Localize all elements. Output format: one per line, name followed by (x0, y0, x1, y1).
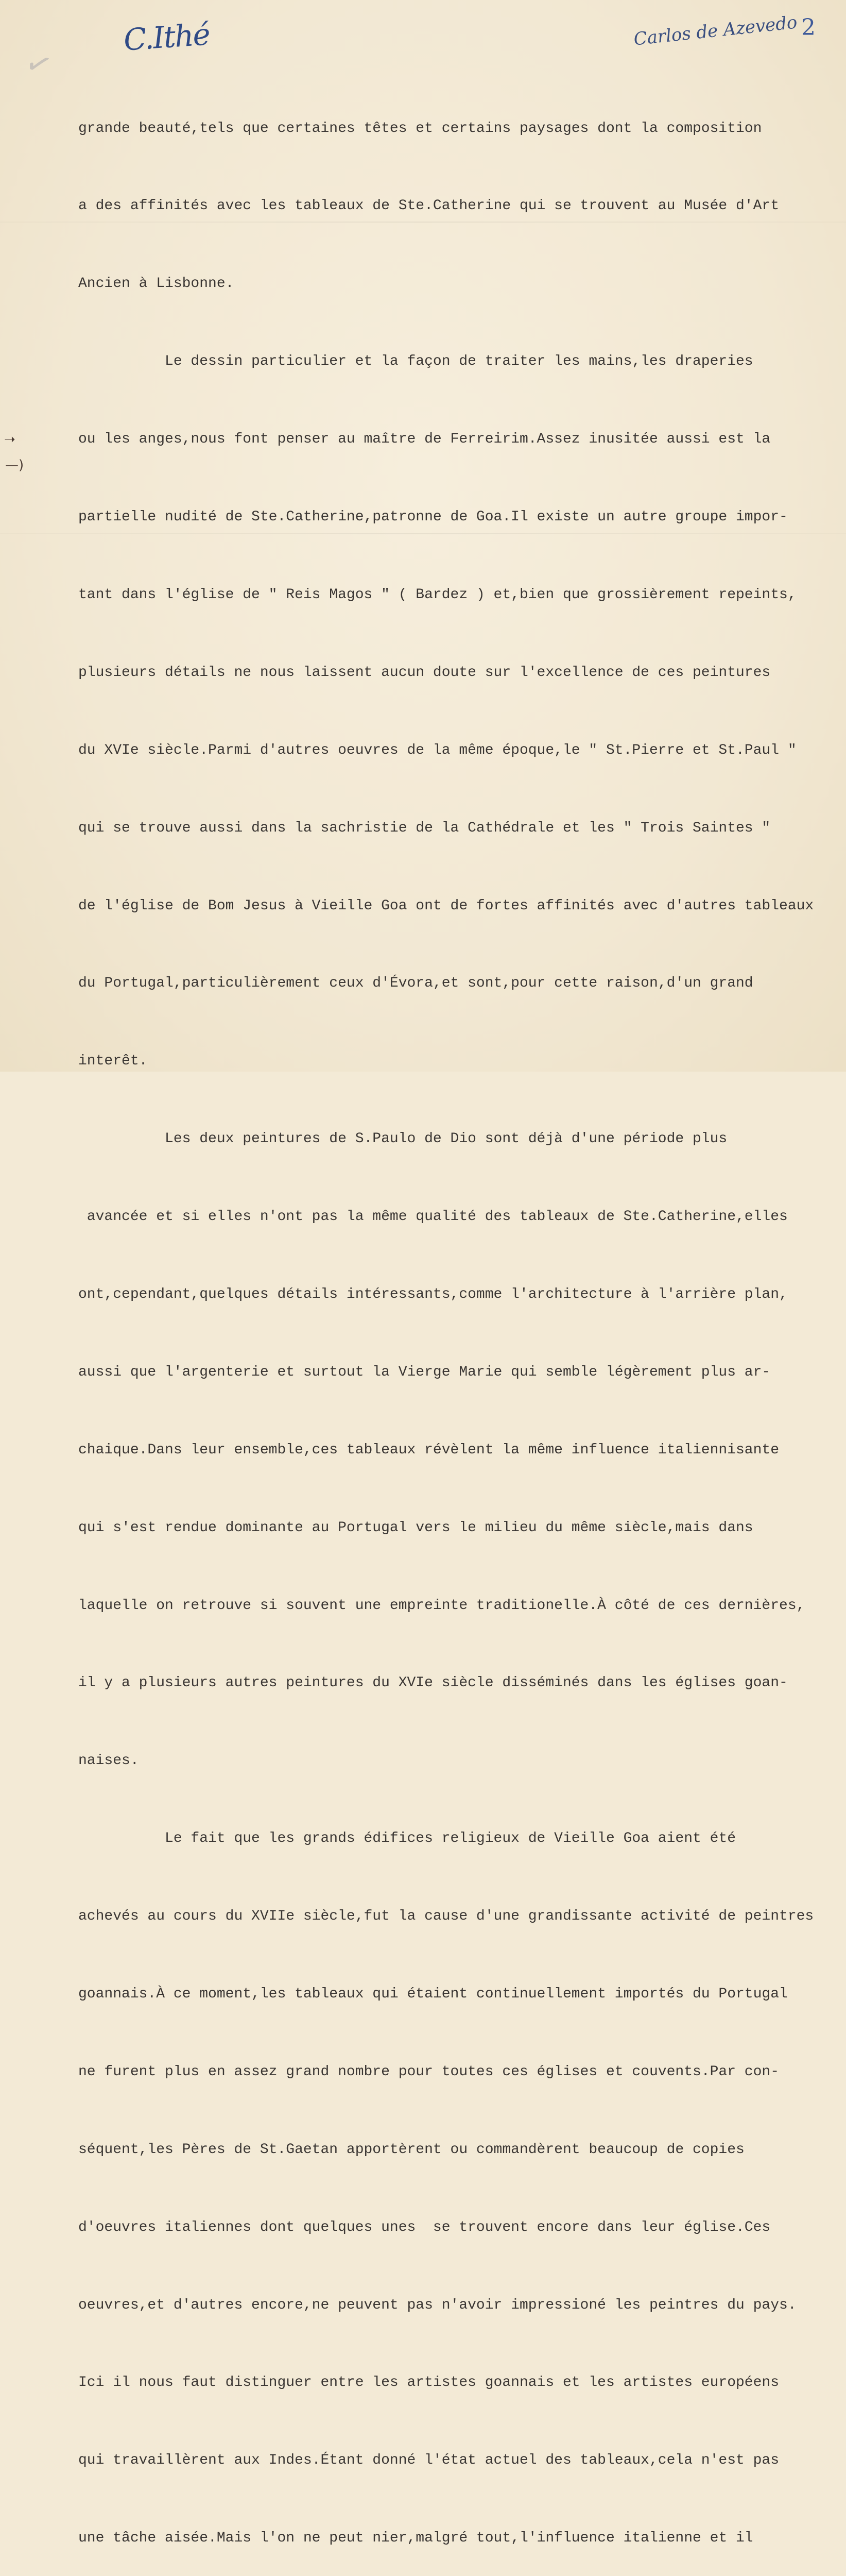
pencil-check-mark: ✓ (20, 43, 57, 86)
text-line: Les deux peintures de S.Paulo de Dio sont déjà d'une période plus (78, 1131, 728, 1147)
text-line: oeuvres,et d'autres encore,ne peuvent pas n'avoir impressioné les peintres du pays. (78, 2297, 797, 2313)
text-line: tant dans l'église de " Reis Magos " ( Bardez ) et,bien que grossièrement repeints, (78, 586, 797, 603)
text-line: Le fait que les grands édifices religieux de Vieille Goa aient été (78, 1831, 736, 1847)
text-line: naises. (78, 1753, 139, 1769)
text-line: partielle nudité de Ste.Catherine,patronne de Goa.Il existe un autre groupe impor- (78, 509, 788, 526)
text-line: Ici il nous faut distinguer entre les artistes goannais et les artistes européens (78, 2375, 780, 2391)
text-line: chaique.Dans leur ensemble,ces tableaux révèlent la même influence italiennisante (78, 1442, 780, 1458)
text-line: plusieurs détails ne nous laissent aucun doute sur l'excellence de ces peintures (78, 664, 771, 681)
text-line: qui travaillèrent aux Indes.Étant donné l'état actuel des tableaux,cela n'est pas (78, 2452, 780, 2469)
handwritten-initials: C.Ithé (122, 16, 211, 58)
handwritten-signature: Carlos de Azevedo (632, 12, 799, 50)
page-number: 2 (801, 14, 816, 41)
text-line: ont,cependant,quelques détails intéressants,comme l'architecture à l'arrière plan, (78, 1286, 788, 1302)
text-line: du XVIe siècle.Parmi d'autres oeuvres de la même époque,le " St.Pierre et St.Paul " (78, 742, 797, 758)
text-line: laquelle on retrouve si souvent une empreinte traditionelle.À côté de ces dernières, (78, 1597, 805, 1614)
text-line: grande beauté,tels que certaines têtes et certains paysages dont la composition (78, 120, 762, 137)
text-line: une tâche aisée.Mais l'on ne peut nier,malgré tout,l'influence italienne et il (78, 2530, 753, 2547)
text-line: qui s'est rendue dominante au Portugal vers le milieu du même siècle,mais dans (78, 1519, 753, 1536)
text-line: de l'église de Bom Jesus à Vieille Goa ont de fortes affinités avec d'autres tableaux (78, 897, 814, 914)
text-line: Le dessin particulier et la façon de traiter les mains,les draperies (78, 353, 753, 370)
text-line: du Portugal,particulièrement ceux d'Évora,et sont,pour cette raison,d'un grand (78, 975, 753, 992)
text-line: aussi que l'argenterie et surtout la Vierge Marie qui semble légèrement plus ar- (78, 1364, 771, 1380)
text-line: séquent,les Pères de St.Gaetan apportèrent ou commandèrent beaucoup de copies (78, 2141, 745, 2158)
typewritten-body (78, 64, 820, 2576)
text-line: achevés au cours du XVIIe siècle,fut la cause d'une grandissante activité de peintres (78, 1908, 814, 1925)
text-line: goannais.À ce moment,les tableaux qui étaient continuellement importés du Portugal (78, 1986, 788, 2002)
margin-bracket-mark: —) (5, 457, 24, 473)
text-line: ne furent plus en assez grand nombre pour toutes ces églises et couvents.Par con- (78, 2063, 780, 2080)
text-line: d'oeuvres italiennes dont quelques unes se trouvent encore dans leur église.Ces (78, 2219, 771, 2235)
text-line: Ancien à Lisbonne. (78, 276, 234, 292)
text-line: avancée et si elles n'ont pas la même qualité des tableaux de Ste.Catherine,elles (78, 1209, 788, 1225)
text-line: ou les anges,nous font penser au maître de Ferreirim.Assez inusitée aussi est la (78, 431, 771, 448)
margin-arrow-mark: ➝ (4, 432, 15, 447)
text-line: a des affinités avec les tableaux de Ste.Catherine qui se trouvent au Musée d'Art (78, 198, 780, 214)
text-line: qui se trouve aussi dans la sachristie de la Cathédrale et les " Trois Saintes " (78, 820, 771, 836)
text-line: interêt. (78, 1053, 148, 1070)
text-line: il y a plusieurs autres peintures du XVIe siècle disséminés dans les églises goan- (78, 1675, 788, 1691)
